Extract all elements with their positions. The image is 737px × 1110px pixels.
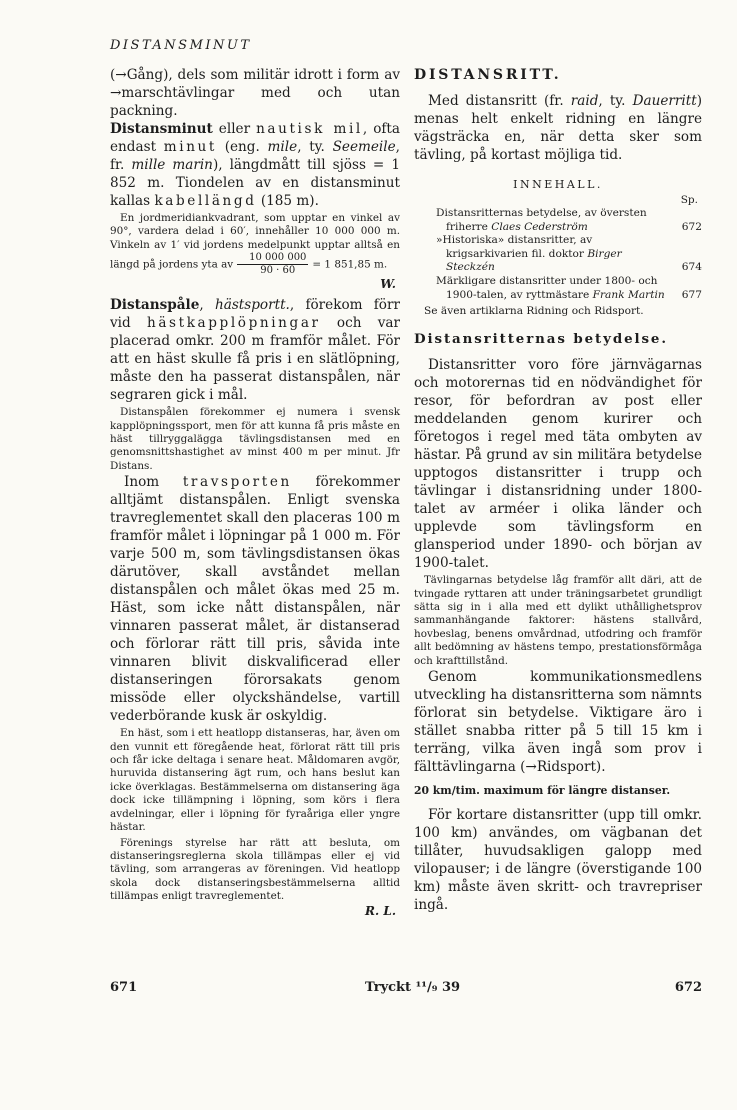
signature: W. <box>380 277 396 292</box>
toc-page: 677 <box>681 288 702 301</box>
page-number-right: 672 <box>674 980 702 995</box>
entry-distanspale: Distanspåle, hästsportt., förekom förr vid hästkapplöpningar och var placerad omkr. 200 m framför målet. För att en häst skulle få pris i en slätlöpning, måste den ha passerat distanspålen, när segraren gick i mål. <box>110 297 400 404</box>
small-note: Förenings styrelse har rätt att besluta, om distanseringsreglerna skola tillämpas eller ej vid tävling, som arrangeras av föreningen. Vid heatlopp skola dock distanseringsbestämmelserna alltid tillämpas enligt travreglementet. <box>110 836 400 903</box>
toc-page: 672 <box>681 220 702 233</box>
running-head: DISTANSMINUT <box>110 38 252 53</box>
small-note: En jordmeridiankvadrant, som upptar en vinkel av 90°, vardera delad i 60′, innehåller 10 000 000 m. Vinkeln av 1′ vid jordens medelpunkt upptar alltså en längd på jordens yta av $\frac{10 000 000}{90 \cdot 60}$ = 1 851,85 m. <box>110 212 400 277</box>
toc-title: INNEHALL. <box>513 178 603 191</box>
paragraph: Genom kommunikationsmedlens utveckling ha distansritterna som nämnts förlorat sin betydelse. Viktigare äro i stället snabba ritter på 5 till 15 km i terräng, vilka även ingå som prov i fälttävlingarna (→Ridsport). <box>414 669 702 775</box>
right-column <box>414 66 702 914</box>
fraction: $\frac{10 000 000}{90 \cdot 60}$ <box>237 252 308 277</box>
entry-distansminut: Distansminut eller nautisk mil, ofta endast minut (eng. mile, ty. Seemeile, fr. mille marin), längdmått till sjöss = 1 852 m. Tiondelen av en distansminut kallas kabellängd (185 m). <box>110 121 400 209</box>
small-note: Tävlingarnas betydelse låg framför allt däri, att de tvingade ryttaren att under träningsarbetet grundligt sätta sig in i alla med ett dylikt uthållighetsprov sammanhängande faktorer: hästens stallvård, hovbeslag, benens omvårdnad, utfodring och framför allt bedömning av hästens tempo, prestationsförmåga och krafttillstånd. <box>414 574 702 667</box>
toc-page: 674 <box>681 261 702 274</box>
article-heading: DISTANSRITT. <box>414 67 562 83</box>
subsection-heading: 20 km/tim. maximum för längre distanser. <box>414 784 671 797</box>
toc-item: »Historiska» distansritter, av krigsarkivarien fil. doktor Birger Steckzén 674 <box>436 234 702 274</box>
paragraph: (→Gång), dels som militär idrott i form av →marschtävlingar med och utan packning. <box>110 67 400 119</box>
page-footer <box>110 980 702 1000</box>
small-note: Distanspålen förekommer ej numera i svensk kapplöpningssport, men för att kunna få pris måste en häst tillryggalägga tävlingsdistansen med en genomsnittshastighet av minst 400 m per minut. Jfr Distans. <box>110 406 400 472</box>
paragraph: Med distansritt (fr. raid, ty. Dauerritt) menas helt enkelt ridning en längre vägsträcka en, när detta sker som tävling, på kortast möjliga tid. <box>414 93 702 163</box>
print-date: Tryckt ¹¹/₉ 39 <box>365 980 461 995</box>
toc-item: Distansritternas betydelse, av översten friherre Claes Cederström 672 <box>436 207 702 233</box>
headword: Distanspåle <box>110 297 200 314</box>
toc-item: Märkligare distansritter under 1800- och 1900-talen, av ryttmästare Frank Martin 677 <box>436 274 702 301</box>
page-number-left: 671 <box>110 980 138 995</box>
paragraph: För kortare distansritter (upp till omkr. 100 km) användes, om vägbanan det tillåter, huvudsakligen galopp med vilopauser; i de längre (överstigande 100 km) måste även skritt- och travrepriser ingå. <box>414 807 702 913</box>
paragraph: Distansritter voro före järnvägarnas och motorernas tid en nödvändighet för resor, för befordran av post eller meddelanden genom kurirer och företogos i regel med täta ombyten av hästar. På grund av sin militära betydelse upptogos distansritter i trupp och tävlingar i distansridning under 1800-talet av arméer i olika länder och upplevde som tävlingsform en glansperiod under 1890- och början av 1900-talet. <box>414 357 702 572</box>
toc-column-label: Sp. <box>680 194 698 206</box>
signature: R. L. <box>365 903 396 918</box>
see-also: Se även artiklarna Ridning och Ridsport. <box>424 305 644 318</box>
table-of-contents <box>436 207 702 302</box>
left-column <box>110 66 400 923</box>
section-heading: Distansritternas betydelse. <box>414 331 668 348</box>
paragraph: Inom travsporten förekommer alltjämt distanspålen. Enligt svenska travreglementet skall den placeras 100 m framför målet i löpningar på 1 000 m. För varje 500 m, som tävlingsdistansen ökas därutöver, skall avståndet mellan distanspålen och målet ökas med 25 m. Häst, som icke nått distanspålen, när vinnaren passerat målet, är distanserad och förlorar rätt till pris, såvida inte vinnaren blivit diskvalificerad eller distanseringen förorsakats genom missöde eller olyckshändelse, vartill vederbörande kusk är oskyldig. <box>110 474 400 725</box>
headword: Distansminut <box>110 121 213 137</box>
small-note: En häst, som i ett heatlopp distanseras, har, även om den vunnit ett föregående heat, förlorat rätt till pris och får icke deltaga i senare heat. Måldomaren avgör, huruvida distansering ägt rum, och hans beslut kan icke överklagas. Bestämmelserna om distansering äga dock icke tillämpning i löpning, som körs i flera avdelningar, eller i löpning för fyraåriga eller yngre hästar. <box>110 727 400 834</box>
